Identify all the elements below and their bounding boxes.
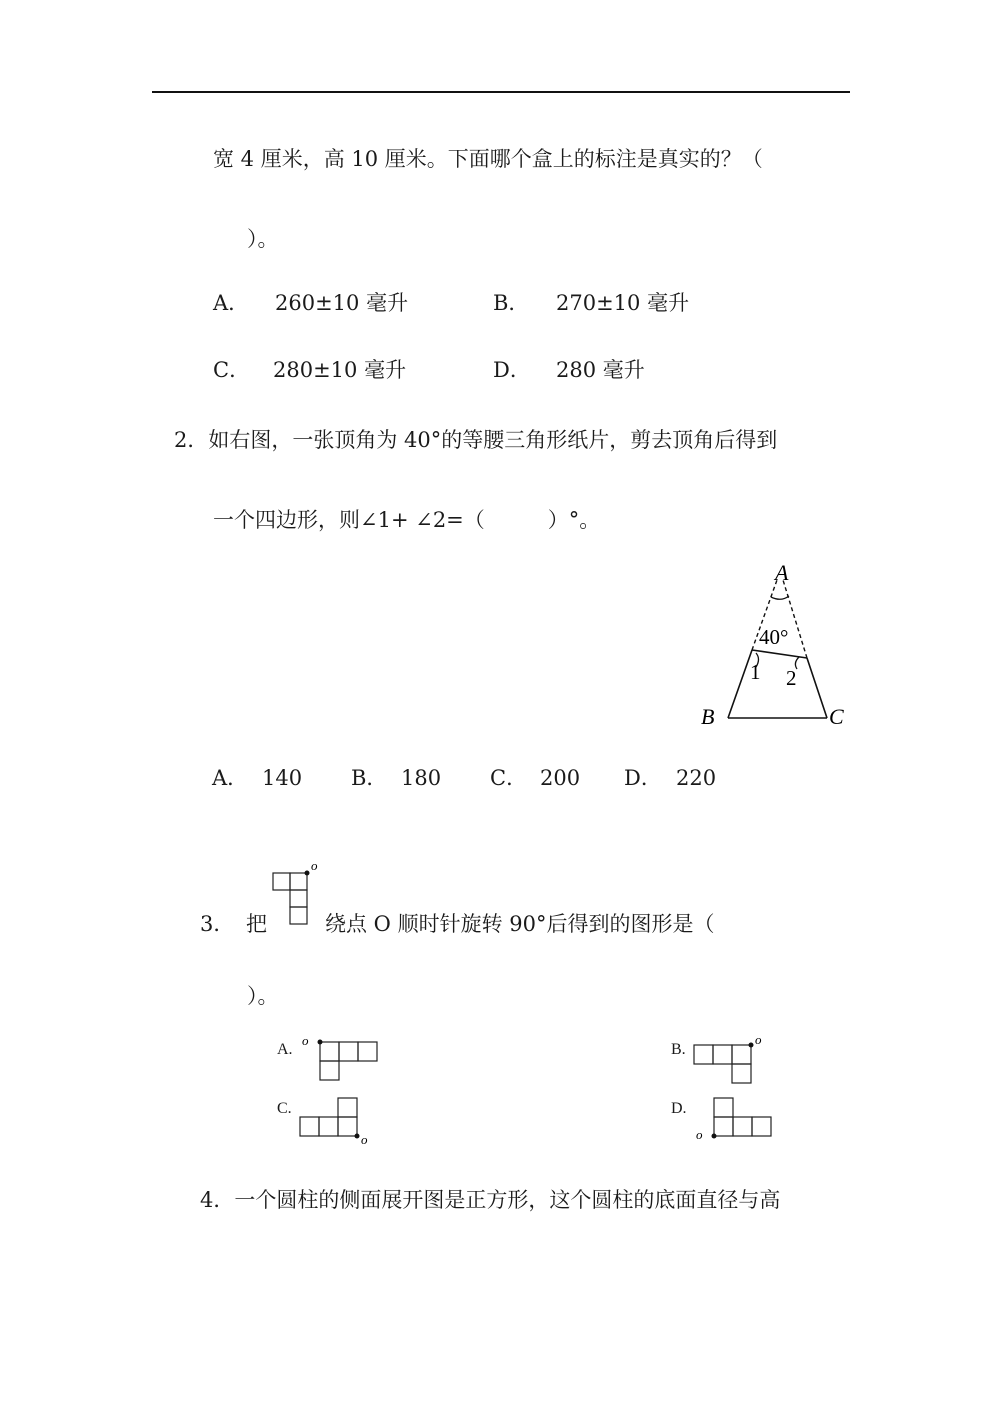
q3-option-b-o: o: [755, 1032, 762, 1047]
q2-line1: 2．如右图，一张顶角为 40°的等腰三角形纸片，剪去顶角后得到: [174, 428, 778, 452]
q2-option-b-label: B．: [351, 766, 388, 790]
point-o-label: o: [311, 858, 318, 873]
q2-option-d-text: 220: [676, 766, 717, 790]
q1-option-a-label: A．: [213, 291, 250, 315]
q1-option-b-text: 270±10 毫升: [556, 291, 690, 315]
label-angle-2: 2: [786, 666, 797, 690]
q3-shape: [268, 858, 326, 928]
q2-line2: 一个四边形，则∠1+ ∠2=（ ）°。: [213, 508, 601, 532]
q2-option-a[interactable]: [212, 765, 303, 791]
q2-option-b[interactable]: [351, 765, 442, 791]
q1-option-a[interactable]: [213, 290, 409, 316]
label-angle-1: 1: [750, 660, 761, 684]
q1-line1: 宽 4 厘米，高 10 厘米。下面哪个盒上的标注是真实的？（: [213, 147, 763, 171]
apex-angle-arc: [771, 596, 789, 599]
label-c: C: [829, 704, 844, 729]
side-c: [807, 658, 827, 718]
q1-option-c-text: 280±10 毫升: [273, 358, 407, 382]
q1-option-c[interactable]: [213, 357, 407, 383]
q3-option-d-label[interactable]: D.: [671, 1100, 687, 1117]
q2-option-c-text: 200: [540, 766, 581, 790]
q1-option-d-label: D．: [493, 358, 531, 382]
label-40-degree: 40°: [759, 625, 789, 649]
q1-option-b-label: B．: [493, 291, 530, 315]
q3-option-c-label[interactable]: C.: [277, 1100, 292, 1117]
q2-option-b-text: 180: [401, 766, 442, 790]
q3-option-c-o: o: [361, 1132, 368, 1147]
q3-pre-text: 把: [246, 912, 267, 936]
q1-option-d-text: 280 毫升: [556, 358, 645, 382]
q3-option-c-shape[interactable]: [296, 1092, 386, 1148]
q2-option-d-label: D．: [624, 766, 662, 790]
label-a: A: [775, 560, 789, 585]
q3-option-a-shape[interactable]: [296, 1030, 386, 1086]
q1-option-b[interactable]: [493, 290, 690, 316]
q2-option-c[interactable]: [490, 765, 581, 791]
side-b: [728, 650, 752, 718]
q3-option-a-label[interactable]: A.: [277, 1041, 293, 1058]
q2-option-a-text: 140: [262, 766, 303, 790]
q3-option-b-label[interactable]: B.: [671, 1041, 686, 1058]
label-b: B: [701, 704, 715, 729]
q4-line1: 4．一个圆柱的侧面展开图是正方形，这个圆柱的底面直径与高: [200, 1188, 781, 1212]
q1-option-d[interactable]: [493, 357, 645, 383]
triangle-figure: [695, 555, 855, 735]
q3-option-d-shape[interactable]: [690, 1090, 780, 1146]
header-rule: [152, 91, 850, 93]
point-o-dot: [305, 871, 310, 876]
q3-option-b-shape[interactable]: [690, 1030, 780, 1088]
q3-line2: ）。: [247, 984, 279, 1008]
q2-option-c-label: C．: [490, 766, 528, 790]
q1-line2: ）。: [247, 227, 279, 251]
q3-number: 3．: [200, 912, 235, 936]
q2-option-d[interactable]: [624, 765, 717, 791]
q3-option-d-o: o: [696, 1127, 703, 1142]
q1-option-a-text: 260±10 毫升: [275, 291, 409, 315]
q3-post-text: 绕点 O 顺时针旋转 90°后得到的图形是（: [325, 912, 715, 936]
q3-option-a-o: o: [302, 1033, 309, 1048]
q2-option-a-label: A．: [212, 766, 249, 790]
q1-option-c-label: C．: [213, 358, 251, 382]
